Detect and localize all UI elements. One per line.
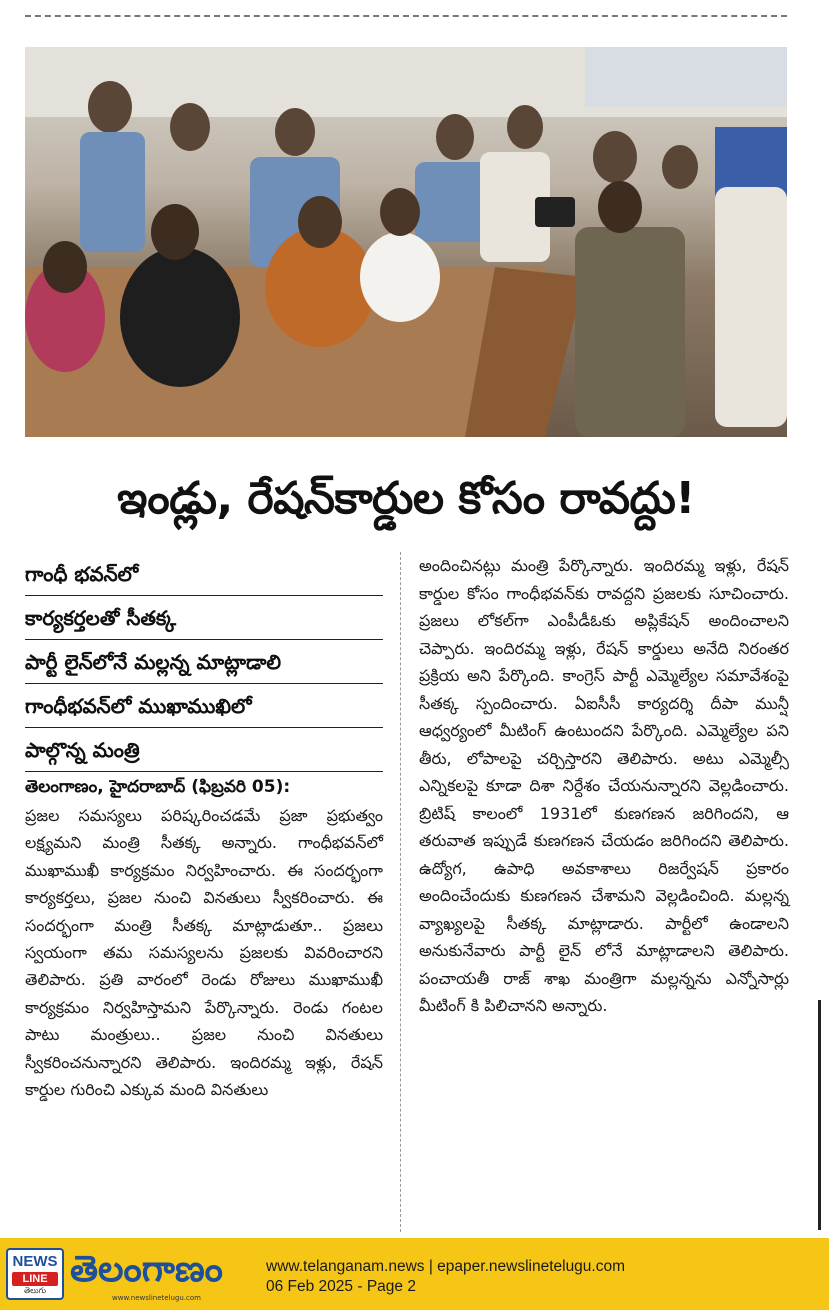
photo-illustration: [25, 47, 787, 437]
footer-date-page: 06 Feb 2025 - Page 2: [266, 1278, 416, 1295]
subhead-5: పాల్గొన్న మంత్రి: [25, 728, 383, 772]
headline: ఇండ్లు, రేషన్‌కార్డుల కోసం రావద్దు!: [117, 473, 695, 524]
newsline-logo: [6, 1248, 64, 1300]
right-edge-bar: [818, 1000, 821, 1230]
footer-bar: [0, 1238, 829, 1310]
news-photo: [25, 47, 787, 437]
subhead-4: గాంధీభవన్‌లో ముఖాముఖిలో: [25, 684, 383, 728]
subhead-3: పార్టీ లైన్‌లోనే మల్లన్న మాట్లాడాలి: [25, 640, 383, 684]
subhead-1: గాంధీ భవన్‌లో: [25, 552, 383, 596]
subhead-2: కార్యకర్తలతో సీతక్క: [25, 596, 383, 640]
logo-news-text: NEWS: [12, 1253, 58, 1270]
brand-url: www.newslinetelugu.com: [112, 1294, 201, 1302]
footer-urls[interactable]: www.telanganam.news | epaper.newslinetelugu.com: [266, 1258, 626, 1275]
logo-lang-text: తెలుగు: [23, 1286, 47, 1295]
telanganam-brand: తెలంగాణం: [70, 1249, 223, 1290]
logo-line-text: LINE: [12, 1272, 58, 1286]
right-body-text: అందించినట్లు మంత్రి పేర్కొన్నారు. ఇందిరమ్మ ఇళ్లు, రేషన్ కార్డుల కోసం గాంధీభవన్‌కు రావద్దని ప్రజలకు సూచించారు. ప్రజలు లోకల్‌గా ఎంపీడీఓకు అప్లికేషన్ అందించాలని చెప్పారు. ఇందిరమ్మ ఇళ్లు, రేషన్ కార్డులు అనేది నిరంతర ప్రక్రియ అని పేర్కొంది. కాంగ్రెస్ పార్టీ ఎమ్మెల్యేల సమావేశంపై సీతక్క స్పందించారు. ఏఐసీసీ కార్యదర్శి దీపా మున్షీ ఆధ్వర్యంలో మీటింగ్ ఉంటుందని పేర్కొంది. ఎమ్మెల్యేల పని తీరు, లోపాలపై చర్చిస్తారని తెలిపారు. అటు ఎమ్మెల్సీ ఎన్నికలపై కూడా దిశా నిర్దేశం చేయనున్నారని వెల్లడించారు. బ్రిటిష్ కాలంలో 1931లో కుణగణన జరిగిందని, ఆ తరువాత ఇప్పుడే కుణగణన చేయడం జరిగిందని తెలిపారు. ఉద్యోగ, ఉపాధి అవకాశాలు రిజర్వేషన్ ప్రకారం అందించేందుకు కుణగణన చేశామని వెల్లడించింది. మల్లన్న వ్యాఖ్యలపై సీతక్క మాట్లాడారు. పార్టీలో ఉండాలని అనుకునేవారు పార్టీ లైన్ లోనే మాట్లాడాలని తెలిపారు. పంచాయతీ రాజ్ శాఖ మంత్రిగా మల్లన్నను ఎన్నోసార్లు మీటింగ్ కి పిలిచానని అన్నారు.: [419, 556, 789, 1015]
top-dashed-rule: [25, 15, 787, 17]
dateline: తెలంగాణం, హైదరాబాద్ (ఫిబ్రవరి 05):: [25, 777, 291, 797]
column-divider: [400, 552, 401, 1232]
right-column: [419, 552, 789, 1020]
left-body-text: ప్రజల సమస్యలు పరిష్కరించడమే ప్రజా ప్రభుత్వం లక్ష్యమని మంత్రి సీతక్క అన్నారు. గాంధీభవన్‌లో ముఖాముఖీ కార్యక్రమం నిర్వహించారు. ఈ సందర్భంగా కార్యకర్తలు, ప్రజల నుంచి వినతులు స్వీకరించారు. ఈ సందర్భంగా మంత్రి సీతక్క మాట్లాడుతూ.. ప్రజలు స్వయంగా తమ సమస్యలను ప్రజలకు వివరించారని తెలిపారు. ప్రతి వారంలో రెండు రోజులు ముఖాముఖీ కార్యక్రమం నిర్వహిస్తామని పేర్కొన్నారు. రెండు గంటల పాటు మంత్రులు.. ప్రజల నుంచి వినతులు స్వీకరించనున్నారని తెలిపారు. ఇందిరమ్మ ఇళ్లు, రేషన్ కార్డుల గురించి ఎక్కువ మంది వినతులు: [25, 806, 383, 1100]
left-column: [25, 552, 383, 1103]
